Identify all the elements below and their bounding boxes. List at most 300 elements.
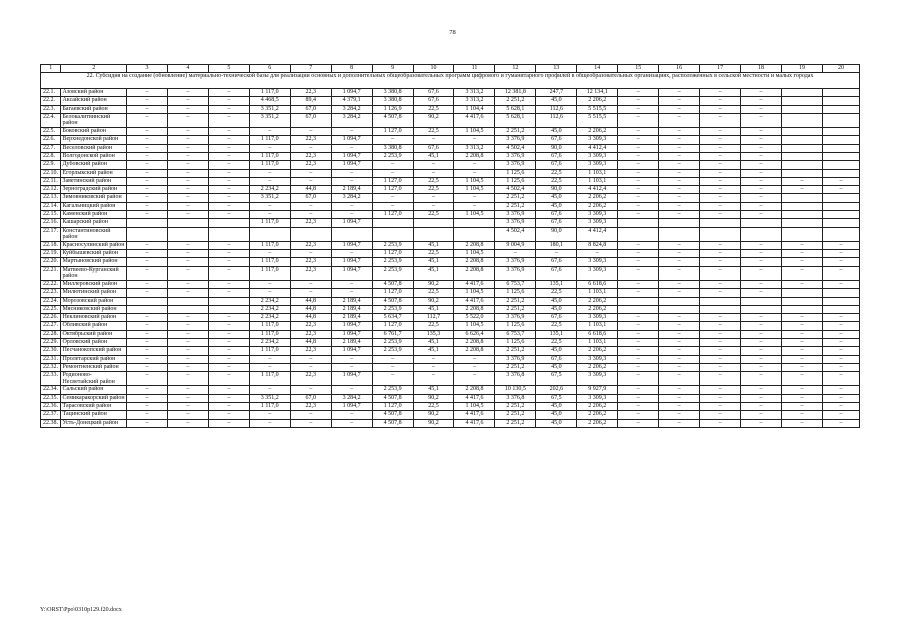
table-cell: – [208,194,249,202]
district-name: Неклиновский район [61,314,127,322]
table-cell: 3 309,3 [577,136,618,144]
table-cell: – [413,194,454,202]
table-row [41,219,860,227]
table-cell: 1 104,5 [454,289,495,297]
table-cell: 180,1 [536,241,577,249]
table-cell: – [167,386,208,394]
table-cell [781,161,822,169]
table-cell: 3 376,9 [495,266,536,280]
table-cell: – [208,402,249,410]
table-cell: – [618,314,659,322]
table-cell: – [822,266,859,280]
table-cell: – [618,394,659,402]
table-cell: – [700,113,741,127]
table-cell [822,152,859,160]
table-cell: 5 634,7 [372,314,413,322]
table-cell [208,305,249,313]
table-cell: 1 125,6 [495,169,536,177]
table-cell: 1 103,1 [577,289,618,297]
table-cell: – [741,419,782,427]
table-cell: – [208,314,249,322]
table-cell: 3 309,3 [577,219,618,227]
table-cell: – [290,280,331,288]
row-number: 22.7. [41,144,61,152]
table-cell: – [741,280,782,288]
table-cell: 1 117,0 [249,258,290,266]
district-name: Каменский район [61,211,127,219]
table-cell: – [741,289,782,297]
district-name: Миллеровский район [61,280,127,288]
column-number: 2 [61,65,127,73]
table-cell: – [659,250,700,258]
table-cell: – [618,258,659,266]
table-cell: 22,5 [413,186,454,194]
table-cell: – [659,89,700,97]
table-cell: – [167,113,208,127]
table-cell [700,227,741,241]
table-cell: – [495,250,536,258]
table-cell: – [618,241,659,249]
table-cell: 1 104,5 [454,186,495,194]
column-number: 17 [700,65,741,73]
table-cell: – [659,97,700,105]
table-row [41,280,860,288]
table-cell [454,219,495,227]
table-cell: – [781,363,822,371]
table-cell: – [822,330,859,338]
table-cell [249,227,290,241]
table-cell: 3 309,3 [577,211,618,219]
table-cell [781,128,822,136]
table-cell: – [126,322,167,330]
table-cell: – [741,241,782,249]
table-cell [208,227,249,241]
table-cell: – [700,169,741,177]
table-cell: – [781,338,822,346]
district-name: Сальский район [61,386,127,394]
table-cell: 3 351,2 [249,394,290,402]
column-number: 4 [167,65,208,73]
table-cell: – [208,322,249,330]
table-cell: – [167,314,208,322]
table-row [41,314,860,322]
table-cell: 1 117,0 [249,161,290,169]
table-cell [781,136,822,144]
table-cell: 3 309,3 [577,372,618,386]
table-cell: 3 376,9 [495,314,536,322]
table-cell: – [618,169,659,177]
table-cell: 112,7 [413,314,454,322]
table-cell: 1 117,0 [249,322,290,330]
district-name: Константиновский район [61,227,127,241]
table-cell: – [208,241,249,249]
table-cell: 1 117,0 [249,219,290,227]
table-cell: – [822,386,859,394]
table-cell: 2 234,2 [249,338,290,346]
table-cell: 67,6 [413,89,454,97]
table-cell: – [781,386,822,394]
table-cell: 67,6 [536,314,577,322]
table-cell [781,144,822,152]
table-cell: 1 127,0 [372,250,413,258]
table-cell: – [822,250,859,258]
row-number: 22.19. [41,250,61,258]
table-cell: 1 103,1 [577,338,618,346]
table-cell: 45,0 [536,411,577,419]
table-cell: – [167,211,208,219]
row-number: 22.13. [41,194,61,202]
table-cell: 5 522,0 [454,314,495,322]
table-cell [822,161,859,169]
table-cell: 1 104,5 [454,211,495,219]
table-cell: – [659,113,700,127]
district-name: Милютинский район [61,289,127,297]
table-cell: – [208,338,249,346]
table-cell: – [126,347,167,355]
table-cell: 1 094,7 [331,152,372,160]
table-cell [781,202,822,210]
table-cell: 2 253,9 [372,152,413,160]
table-cell: 4 412,4 [577,144,618,152]
table-cell: – [741,314,782,322]
table-cell: 135,1 [536,330,577,338]
table-cell [208,297,249,305]
table-cell [208,219,249,227]
table-cell: – [741,363,782,371]
table-cell: 10 130,5 [495,386,536,394]
table-cell: 135,1 [536,280,577,288]
table-cell [618,219,659,227]
table-cell: – [167,372,208,386]
table-cell: – [167,89,208,97]
table-cell: – [372,136,413,144]
table-cell: – [659,161,700,169]
table-cell: – [700,194,741,202]
table-cell: 9 927,9 [577,386,618,394]
table-cell: 2 251,2 [495,194,536,202]
row-number: 22.33. [41,372,61,386]
table-cell: – [659,372,700,386]
table-cell: 3 284,2 [331,113,372,127]
table-cell: – [781,394,822,402]
table-cell: – [700,186,741,194]
row-number: 22.23. [41,289,61,297]
table-cell [781,289,822,297]
table-cell: – [249,280,290,288]
district-name: Матвеево-Курганский район [61,266,127,280]
table-cell: – [659,419,700,427]
table-cell: 1 125,6 [495,177,536,185]
table-cell: 67,6 [536,266,577,280]
table-cell: 2 234,2 [249,297,290,305]
table-cell: – [741,152,782,160]
table-cell: 1 125,6 [495,289,536,297]
table-row [41,250,860,258]
table-cell: 3 309,3 [577,152,618,160]
table-cell: – [126,152,167,160]
district-name: Верхнедонской район [61,136,127,144]
table-cell: 4 417,6 [454,280,495,288]
table-cell: – [700,105,741,113]
row-number: 22.18. [41,241,61,249]
table-cell: – [454,202,495,210]
table-cell [290,227,331,241]
table-cell: 4 379,1 [331,97,372,105]
table-cell: – [167,330,208,338]
table-cell: 3 376,8 [495,372,536,386]
table-cell: – [249,411,290,419]
table-cell: – [781,266,822,280]
table-cell [781,194,822,202]
document-path: Y:\ORST\Ppo\0310p129.f20.docx [40,607,122,613]
table-cell: – [126,89,167,97]
table-cell: 1 127,0 [372,211,413,219]
table-cell [372,219,413,227]
table-cell: – [208,355,249,363]
table-cell: – [618,347,659,355]
column-number: 19 [781,65,822,73]
table-cell: – [208,386,249,394]
table-cell: 2 189,4 [331,338,372,346]
table-cell: – [822,314,859,322]
district-name: Красносулинский район [62,241,125,248]
table-cell [822,128,859,136]
row-number: 22.25. [41,305,61,313]
table-cell: – [249,386,290,394]
table-cell: 1 104,5 [454,177,495,185]
table-cell: – [331,386,372,394]
table-cell: – [659,202,700,210]
table-cell: – [208,89,249,97]
table-cell: – [618,330,659,338]
table-cell: 45,1 [413,338,454,346]
table-cell: – [700,386,741,394]
table-cell: – [454,161,495,169]
table-cell: 45,0 [536,402,577,410]
table-cell: 2 189,4 [331,314,372,322]
district-name: Песчанокопский район [61,347,127,355]
table-cell: – [700,241,741,249]
row-number: 22.24. [41,297,61,305]
district-name: Заветинский район [61,177,127,185]
table-cell: 22,5 [536,322,577,330]
table-cell: – [208,169,249,177]
table-cell: – [700,128,741,136]
table-cell: 1 094,7 [331,219,372,227]
column-number: 8 [331,65,372,73]
table-cell: 44,8 [290,314,331,322]
table-cell: 3 351,2 [249,113,290,127]
table-cell: – [659,363,700,371]
table-cell: – [331,280,372,288]
table-cell: – [781,322,822,330]
table-cell: – [781,241,822,249]
table-cell: – [700,322,741,330]
table-cell [413,219,454,227]
table-cell: – [167,250,208,258]
table-cell: – [290,363,331,371]
table-cell [822,97,859,105]
table-cell [822,194,859,202]
table-cell: – [700,211,741,219]
table-cell: 3 284,2 [331,105,372,113]
district-name: Кагальницкий район [61,202,127,210]
table-cell: 3 376,9 [495,258,536,266]
table-cell: – [126,280,167,288]
table-cell: – [167,202,208,210]
table-cell: – [208,289,249,297]
table-cell: – [126,266,167,280]
table-cell: – [781,411,822,419]
table-cell: 44,8 [290,305,331,313]
table-cell: – [700,266,741,280]
table-cell: – [659,128,700,136]
table-cell [126,227,167,241]
table-cell: 1 103,1 [577,322,618,330]
table-cell: 22,3 [290,372,331,386]
table-cell: – [741,186,782,194]
district-name: Волгодонской район [61,152,127,160]
district-name: Усть-Донецкий район [61,419,127,427]
table-cell [126,305,167,313]
table-cell: 67,6 [413,144,454,152]
table-cell: – [167,194,208,202]
table-cell: – [618,355,659,363]
table-cell: 2 251,2 [495,305,536,313]
table-cell: – [126,128,167,136]
table-cell: – [208,202,249,210]
table-cell: 1 094,7 [331,322,372,330]
table-row [41,97,860,105]
table-cell: – [618,250,659,258]
table-cell: 4 417,6 [454,113,495,127]
district-name: Орловский район [61,338,127,346]
column-number: 16 [659,65,700,73]
table-cell: – [413,355,454,363]
table-cell: – [126,363,167,371]
table-cell: 45,0 [536,347,577,355]
column-number: 5 [208,65,249,73]
table-cell: 3 376,9 [495,152,536,160]
table-cell: – [167,97,208,105]
table-cell: 22,3 [290,330,331,338]
row-number: 22.6. [41,136,61,144]
table-cell: – [249,355,290,363]
table-cell: 2 206,2 [577,297,618,305]
column-number: 13 [536,65,577,73]
table-cell: – [741,411,782,419]
table-cell: – [208,161,249,169]
table-row [41,289,860,297]
table-row [41,258,860,266]
table-cell: 2 208,8 [454,241,495,249]
table-cell: 135,3 [413,330,454,338]
table-cell: 2 208,8 [454,338,495,346]
table-cell: 2 189,4 [331,305,372,313]
table-cell: – [741,113,782,127]
table-cell: 5 628,1 [495,105,536,113]
table-cell: 22,5 [413,289,454,297]
table-cell: – [618,289,659,297]
table-cell [659,305,700,313]
table-cell: 90,2 [413,280,454,288]
table-cell: – [126,186,167,194]
table-cell: 3 313,2 [454,144,495,152]
table-cell: – [167,322,208,330]
table-cell: 22,3 [290,347,331,355]
table-cell: – [781,177,822,185]
table-cell: 2 189,4 [331,186,372,194]
table-cell: – [741,266,782,280]
table-cell: 3 284,2 [331,194,372,202]
table-cell: – [126,411,167,419]
table-cell: – [618,177,659,185]
district-name: Обливский район [61,322,127,330]
table-cell: 4 417,6 [454,419,495,427]
table-cell: 2 234,2 [249,186,290,194]
table-cell: 45,0 [536,128,577,136]
table-cell: 6 753,7 [495,330,536,338]
table-cell: – [659,402,700,410]
table-cell: 1 126,9 [372,105,413,113]
table-cell: – [208,152,249,160]
table-cell: – [249,128,290,136]
table-cell: – [659,338,700,346]
table-cell: – [290,289,331,297]
row-number: 22.27. [41,322,61,330]
table-cell: 44,8 [290,338,331,346]
table-cell [659,219,700,227]
table-cell: – [208,177,249,185]
table-cell: – [741,330,782,338]
table-cell: – [167,280,208,288]
table-cell: – [822,411,859,419]
table-cell: 1 094,7 [331,402,372,410]
table-cell: – [126,402,167,410]
table-cell: – [700,89,741,97]
table-cell [822,169,859,177]
table-cell: – [659,144,700,152]
table-cell: – [700,402,741,410]
table-cell [822,227,859,241]
table-cell: 3 309,3 [577,161,618,169]
table-cell: – [413,202,454,210]
table-cell: – [372,355,413,363]
table-cell: 2 251,2 [495,128,536,136]
table-cell: 1 104,4 [454,105,495,113]
table-row [41,411,860,419]
table-cell: 22,5 [413,105,454,113]
table-cell: – [781,372,822,386]
table-row [41,305,860,313]
table-cell: 45,0 [536,419,577,427]
table-cell: – [167,177,208,185]
row-number: 22.14. [41,202,61,210]
table-cell: 2 206,2 [577,305,618,313]
table-cell: – [413,161,454,169]
table-cell: 22,5 [413,250,454,258]
table-cell [618,305,659,313]
table-cell: 2 253,9 [372,258,413,266]
table-cell: 2 253,9 [372,338,413,346]
table-cell: – [167,186,208,194]
table-cell: 44,8 [290,186,331,194]
table-cell: – [822,372,859,386]
table-cell [822,297,859,305]
table-cell [372,227,413,241]
table-cell [659,297,700,305]
table-cell: – [208,250,249,258]
